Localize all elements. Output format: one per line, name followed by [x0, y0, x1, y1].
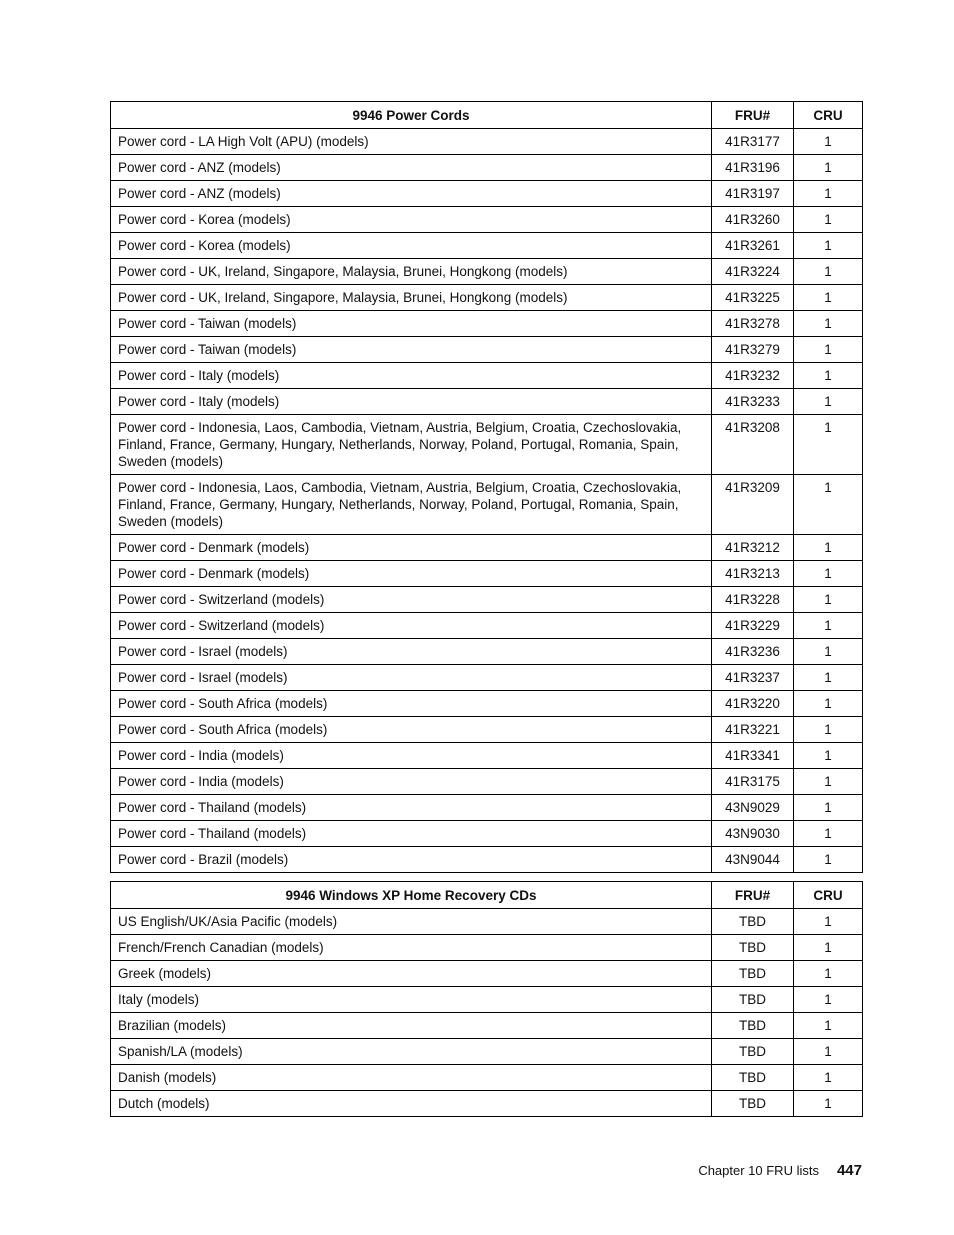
part-description: Power cord - Korea (models) — [111, 207, 712, 233]
cru-value: 1 — [794, 935, 863, 961]
fru-number: 41R3261 — [712, 233, 794, 259]
table-row — [111, 743, 863, 769]
table-row — [111, 613, 863, 639]
fru-number: 41R3237 — [712, 665, 794, 691]
fru-number: 41R3197 — [712, 181, 794, 207]
part-description: Power cord - Italy (models) — [111, 363, 712, 389]
fru-number: 41R3225 — [712, 285, 794, 311]
cru-value: 1 — [794, 847, 863, 873]
table-row — [111, 1065, 863, 1091]
fru-number: TBD — [712, 987, 794, 1013]
part-description: Power cord - ANZ (models) — [111, 155, 712, 181]
fru-number: 41R3221 — [712, 717, 794, 743]
fru-number: TBD — [712, 1013, 794, 1039]
table-row — [111, 337, 863, 363]
table-header-row — [111, 102, 863, 129]
fru-number: TBD — [712, 909, 794, 935]
cru-value: 1 — [794, 665, 863, 691]
fru-number: 41R3228 — [712, 587, 794, 613]
table-row — [111, 1013, 863, 1039]
part-description: Power cord - Israel (models) — [111, 639, 712, 665]
fru-number: 41R3177 — [712, 129, 794, 155]
part-description: Power cord - Italy (models) — [111, 389, 712, 415]
fru-number: 41R3220 — [712, 691, 794, 717]
table-row — [111, 769, 863, 795]
header-fru: FRU# — [712, 102, 794, 129]
cru-value: 1 — [794, 909, 863, 935]
cru-value: 1 — [794, 311, 863, 337]
table-row — [111, 909, 863, 935]
cru-value: 1 — [794, 987, 863, 1013]
chapter-label: Chapter 10 FRU lists — [698, 1163, 819, 1178]
cru-value: 1 — [794, 821, 863, 847]
table-row — [111, 155, 863, 181]
cru-value: 1 — [794, 181, 863, 207]
part-description: Dutch (models) — [111, 1091, 712, 1117]
cru-value: 1 — [794, 587, 863, 613]
table-row — [111, 639, 863, 665]
part-description: Power cord - South Africa (models) — [111, 717, 712, 743]
part-description: Power cord - India (models) — [111, 743, 712, 769]
part-description: Power cord - ANZ (models) — [111, 181, 712, 207]
table-row — [111, 1039, 863, 1065]
table-row — [111, 587, 863, 613]
table-row — [111, 961, 863, 987]
fru-number: 41R3224 — [712, 259, 794, 285]
cru-value: 1 — [794, 691, 863, 717]
table-row — [111, 181, 863, 207]
cru-value: 1 — [794, 415, 863, 475]
cru-value: 1 — [794, 1091, 863, 1117]
part-description: Power cord - South Africa (models) — [111, 691, 712, 717]
cru-value: 1 — [794, 1039, 863, 1065]
part-description: Power cord - Switzerland (models) — [111, 613, 712, 639]
fru-number: TBD — [712, 935, 794, 961]
fru-number: 41R3212 — [712, 535, 794, 561]
table-row — [111, 987, 863, 1013]
power-cords-table — [110, 101, 863, 873]
table-row — [111, 535, 863, 561]
part-description: Italy (models) — [111, 987, 712, 1013]
part-description: Power cord - UK, Ireland, Singapore, Malaysia, Brunei, Hongkong (models) — [111, 259, 712, 285]
part-description: Power cord - Denmark (models) — [111, 535, 712, 561]
fru-number: TBD — [712, 1065, 794, 1091]
page-number: 447 — [836, 1162, 862, 1179]
part-description: Power cord - Korea (models) — [111, 233, 712, 259]
cru-value: 1 — [794, 475, 863, 535]
cru-value: 1 — [794, 337, 863, 363]
table-row — [111, 561, 863, 587]
fru-number: 41R3208 — [712, 415, 794, 475]
cru-value: 1 — [794, 129, 863, 155]
cru-value: 1 — [794, 207, 863, 233]
cru-value: 1 — [794, 1013, 863, 1039]
part-description: Power cord - Brazil (models) — [111, 847, 712, 873]
cru-value: 1 — [794, 285, 863, 311]
fru-number: 41R3209 — [712, 475, 794, 535]
cru-value: 1 — [794, 389, 863, 415]
page-footer — [698, 1162, 862, 1179]
fru-number: 41R3278 — [712, 311, 794, 337]
cru-value: 1 — [794, 535, 863, 561]
table-row — [111, 389, 863, 415]
fru-number: 41R3341 — [712, 743, 794, 769]
table-body — [111, 909, 863, 1117]
part-description: Power cord - Israel (models) — [111, 665, 712, 691]
part-description: Power cord - Taiwan (models) — [111, 337, 712, 363]
fru-number: 41R3232 — [712, 363, 794, 389]
fru-number: 41R3279 — [712, 337, 794, 363]
table-row — [111, 415, 863, 475]
cru-value: 1 — [794, 233, 863, 259]
part-description: Power cord - Indonesia, Laos, Cambodia, Vietnam, Austria, Belgium, Croatia, Czechoslovakia, Finland, France, Germany, Hungary, Netherlands, Norway, Poland, Portugal, Romania, Spain, Sweden (models) — [111, 475, 712, 535]
table-header-row — [111, 882, 863, 909]
fru-number: 43N9029 — [712, 795, 794, 821]
cru-value: 1 — [794, 561, 863, 587]
fru-number: TBD — [712, 1039, 794, 1065]
fru-number: 41R3233 — [712, 389, 794, 415]
header-description: 9946 Power Cords — [111, 102, 712, 129]
cru-value: 1 — [794, 155, 863, 181]
table-row — [111, 795, 863, 821]
fru-number: TBD — [712, 961, 794, 987]
part-description: Power cord - Taiwan (models) — [111, 311, 712, 337]
table-row — [111, 1091, 863, 1117]
part-description: Power cord - UK, Ireland, Singapore, Malaysia, Brunei, Hongkong (models) — [111, 285, 712, 311]
cru-value: 1 — [794, 717, 863, 743]
table-row — [111, 129, 863, 155]
cru-value: 1 — [794, 795, 863, 821]
table-row — [111, 259, 863, 285]
part-description: Spanish/LA (models) — [111, 1039, 712, 1065]
part-description: Brazilian (models) — [111, 1013, 712, 1039]
fru-number: 43N9044 — [712, 847, 794, 873]
table-row — [111, 363, 863, 389]
fru-number: 41R3260 — [712, 207, 794, 233]
table-row — [111, 821, 863, 847]
table-row — [111, 285, 863, 311]
cru-value: 1 — [794, 1065, 863, 1091]
cru-value: 1 — [794, 961, 863, 987]
fru-number: 41R3213 — [712, 561, 794, 587]
cru-value: 1 — [794, 639, 863, 665]
recovery-cds-table — [110, 881, 863, 1117]
cru-value: 1 — [794, 363, 863, 389]
part-description: Greek (models) — [111, 961, 712, 987]
header-fru: FRU# — [712, 882, 794, 909]
part-description: French/French Canadian (models) — [111, 935, 712, 961]
part-description: Power cord - Switzerland (models) — [111, 587, 712, 613]
fru-number: 41R3229 — [712, 613, 794, 639]
part-description: Power cord - India (models) — [111, 769, 712, 795]
part-description: Power cord - Thailand (models) — [111, 795, 712, 821]
table-row — [111, 665, 863, 691]
table-row — [111, 847, 863, 873]
table-row — [111, 717, 863, 743]
header-cru: CRU — [794, 102, 863, 129]
header-cru: CRU — [794, 882, 863, 909]
table-row — [111, 475, 863, 535]
fru-number: 41R3175 — [712, 769, 794, 795]
part-description: Power cord - Indonesia, Laos, Cambodia, Vietnam, Austria, Belgium, Croatia, Czechoslovakia, Finland, France, Germany, Hungary, Netherlands, Norway, Poland, Portugal, Romania, Spain, Sweden (models) — [111, 415, 712, 475]
table-row — [111, 691, 863, 717]
cru-value: 1 — [794, 769, 863, 795]
cru-value: 1 — [794, 613, 863, 639]
table-row — [111, 935, 863, 961]
table-body — [111, 129, 863, 873]
part-description: Danish (models) — [111, 1065, 712, 1091]
part-description: Power cord - Denmark (models) — [111, 561, 712, 587]
cru-value: 1 — [794, 259, 863, 285]
fru-number: 41R3196 — [712, 155, 794, 181]
table-row — [111, 311, 863, 337]
part-description: Power cord - LA High Volt (APU) (models) — [111, 129, 712, 155]
fru-number: TBD — [712, 1091, 794, 1117]
part-description: US English/UK/Asia Pacific (models) — [111, 909, 712, 935]
part-description: Power cord - Thailand (models) — [111, 821, 712, 847]
fru-number: 43N9030 — [712, 821, 794, 847]
header-description: 9946 Windows XP Home Recovery CDs — [111, 882, 712, 909]
table-row — [111, 207, 863, 233]
table-row — [111, 233, 863, 259]
cru-value: 1 — [794, 743, 863, 769]
fru-number: 41R3236 — [712, 639, 794, 665]
